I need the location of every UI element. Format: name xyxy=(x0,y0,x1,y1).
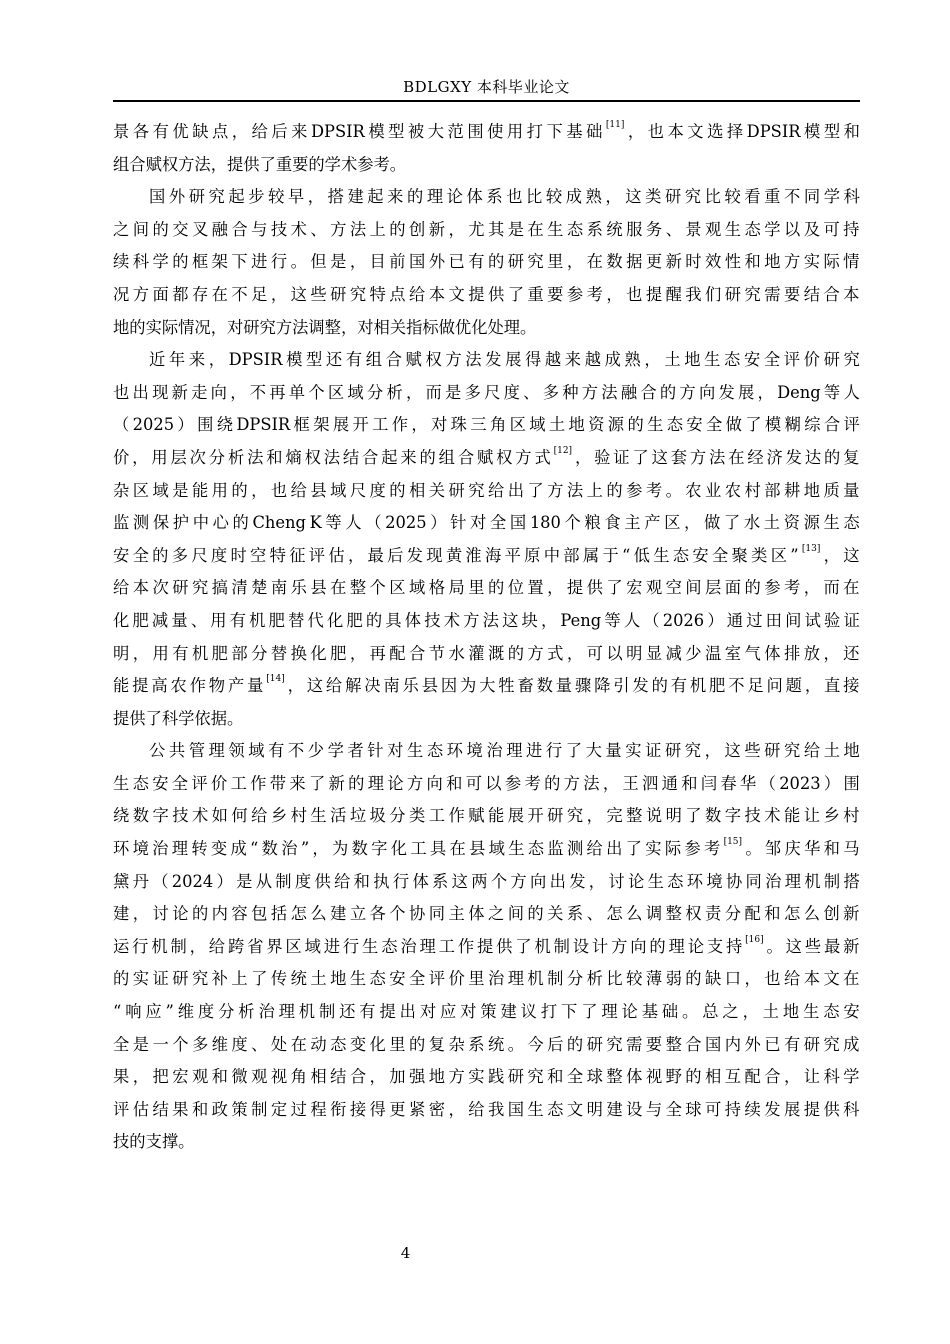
text-line: 地的实际情况，对研究方法调整，对相关指标做优化处理。 xyxy=(113,317,537,337)
text-line: 监 测 保 护 中 心 的 Cheng K 等 人 （ 2025 ） 针 对 全 国 180 个 粮 食 主 产 区 ， 做 了 水 土 资 源 生 态 xyxy=(113,513,860,533)
text-line: 景 各 有 优 缺 点 ， 给 后 来 DPSIR 模 型 被 大 范 围 使 用 打 下 基 础 [11] ， 也 本 文 选 择 DPSIR 模 型 和 xyxy=(113,116,860,149)
text-line: 绕 数 字 技 术 如 何 给 乡 村 生 活 垃 圾 分 类 工 作 赋 能 展 开 研 究 ， 完 整 说 明 了 数 字 技 术 能 让 乡 村 xyxy=(113,806,860,826)
text-line: 环 境 治 理 转 变 成 “ 数 治 ” ， 为 数 字 化 工 具 在 县 域 生 态 监 测 给 出 了 实 际 参 考 [15] 。 邹 庆 华 和 马 xyxy=(113,833,860,866)
text-line: 全 是 一 个 多 维 度 、 处 在 动 态 变 化 里 的 复 杂 系 统 。 今 后 的 研 究 需 要 整 合 国 内 外 已 有 研 究 成 xyxy=(113,1034,860,1054)
text-line: 黛 丹 （ 2024 ） 是 从 制 度 供 给 和 执 行 体 系 这 两 个 方 向 出 发 ， 讨 论 生 态 环 境 协 同 治 理 机 制 搭 xyxy=(113,871,860,891)
text-line: 技的支撑。 xyxy=(113,1132,195,1152)
paragraph xyxy=(113,344,860,735)
text-line: 运 行 机 制 ， 给 跨 省 界 区 域 进 行 生 态 治 理 工 作 提 供 了 机 制 设 计 方 向 的 理 论 支 持 [16] 。 这 些 最 新 xyxy=(113,931,860,964)
page-number: 4 xyxy=(400,1244,411,1262)
text-line: 能 提 高 农 作 物 产 量 [14] ， 这 给 解 决 南 乐 县 因 为 大 牲 畜 数 量 骤 降 引 发 的 有 机 肥 不 足 问 题 ， 直 接 xyxy=(113,670,860,703)
header-rule xyxy=(113,100,860,102)
text-line: 也 出 现 新 走 向 ， 不 再 单 个 区 域 分 析 ， 而 是 多 尺 度 、 多 种 方 法 融 合 的 方 向 发 展 ， Deng 等 人 xyxy=(113,382,860,402)
text-line: 杂 区 域 是 能 用 的 ， 也 给 县 域 尺 度 的 相 关 研 究 给 出 了 方 法 上 的 参 考 。 农 业 农 村 部 耕 地 质 量 xyxy=(113,480,860,500)
paragraph xyxy=(113,181,860,344)
text-line: 提供了科学依据。 xyxy=(113,708,244,728)
text-line: 生 态 安 全 评 价 工 作 带 来 了 新 的 理 论 方 向 和 可 以 参 考 的 方 法 ， 王 泗 通 和 闫 春 华 （ 2023 ） 围 xyxy=(113,773,860,793)
citation-marker: [11] xyxy=(605,120,625,130)
text-line: 组合赋权方法，提供了重要的学术参考。 xyxy=(113,154,407,174)
text-line: 近 年 来 ， DPSIR 模 型 还 有 组 合 赋 权 方 法 发 展 得 越 来 越 成 熟 ， 土 地 生 态 安 全 评 价 研 究 xyxy=(149,350,860,370)
text-line: 给 本 次 研 究 搞 清 楚 南 乐 县 在 整 个 区 域 格 局 里 的 位 置 ， 提 供 了 宏 观 空 间 层 面 的 参 考 ， 而 在 xyxy=(113,578,860,598)
running-header: BDLGXY 本科毕业论文 xyxy=(403,78,570,96)
text-line: 果 ， 把 宏 观 和 微 观 视 角 相 结 合 ， 加 强 地 方 实 践 研 究 和 全 球 整 体 视 野 的 相 互 配 合 ， 让 科 学 xyxy=(113,1067,860,1087)
citation-marker: [15] xyxy=(723,837,743,848)
body-text xyxy=(113,116,860,1159)
citation-marker: [13] xyxy=(801,543,821,554)
text-line: “ 响 应 ” 维 度 分 析 治 理 机 制 还 有 提 出 对 应 对 策 建 议 打 下 了 理 论 基 础 。 总 之 ， 土 地 生 态 安 xyxy=(113,1002,860,1022)
text-line: 况 方 面 都 存 在 不 足 ， 这 些 研 究 特 点 给 本 文 提 供 了 重 要 参 考 ， 也 提 醒 我 们 研 究 需 要 结 合 本 xyxy=(113,284,860,304)
text-line: 明 ， 用 有 机 肥 部 分 替 换 化 肥 ， 再 配 合 节 水 灌 溉 的 方 式 ， 可 以 明 显 减 少 温 室 气 体 排 放 ， 还 xyxy=(113,643,860,663)
text-line: 之 间 的 交 叉 融 合 与 技 术 、 方 法 上 的 创 新 ， 尤 其 是 在 生 态 系 统 服 务 、 景 观 生 态 学 以 及 可 持 xyxy=(113,219,860,239)
paragraph xyxy=(113,116,860,181)
text-line: 价 ， 用 层 次 分 析 法 和 熵 权 法 结 合 起 来 的 组 合 赋 权 方 式 [12] ， 验 证 了 这 套 方 法 在 经 济 发 达 的 复 xyxy=(113,442,860,475)
text-line: 评 估 结 果 和 政 策 制 定 过 程 衔 接 得 更 紧 密 ， 给 我 国 生 态 文 明 建 设 与 全 球 可 持 续 发 展 提 供 科 xyxy=(113,1099,860,1119)
text-line: 公 共 管 理 领 域 有 不 少 学 者 针 对 生 态 环 境 治 理 进 行 了 大 量 实 证 研 究 ， 这 些 研 究 给 土 地 xyxy=(149,741,860,761)
text-line: 安 全 的 多 尺 度 时 空 特 征 评 估 ， 最 后 发 现 黄 淮 海 平 原 中 部 属 于 “ 低 生 态 安 全 聚 类 区 ” [13] ， 这 xyxy=(113,540,860,573)
text-line: 化 肥 减 量 、 用 有 机 肥 替 代 化 肥 的 具 体 技 术 方 法 这 块 ， Peng 等 人 （ 2026 ） 通 过 田 间 试 验 证 xyxy=(113,610,860,630)
citation-marker: [16] xyxy=(745,934,764,945)
citation-marker: [12] xyxy=(553,445,573,456)
citation-marker: [14] xyxy=(266,674,285,685)
text-line: 建 ， 讨 论 的 内 容 包 括 怎 么 建 立 各 个 协 同 主 体 之 间 的 关 系 、 怎 么 调 整 权 责 分 配 和 怎 么 创 新 xyxy=(113,904,860,924)
text-line: 国 外 研 究 起 步 较 早 ， 搭 建 起 来 的 理 论 体 系 也 比 较 成 熟 ， 这 类 研 究 比 较 看 重 不 同 学 科 xyxy=(149,187,860,207)
text-line: 续 科 学 的 框 架 下 进 行 。 但 是 ， 目 前 国 外 已 有 的 研 究 里 ， 在 数 据 更 新 时 效 性 和 地 方 实 际 情 xyxy=(113,252,860,272)
text-line: （ 2025 ） 围 绕 DPSIR 框 架 展 开 工 作 ， 对 珠 三 角 区 域 土 地 资 源 的 生 态 安 全 做 了 模 糊 综 合 评 xyxy=(113,415,860,435)
text-line: 的 实 证 研 究 补 上 了 传 统 土 地 生 态 安 全 评 价 里 治 理 机 制 分 析 比 较 薄 弱 的 缺 口 ， 也 给 本 文 在 xyxy=(113,969,860,989)
paragraph xyxy=(113,735,860,1159)
